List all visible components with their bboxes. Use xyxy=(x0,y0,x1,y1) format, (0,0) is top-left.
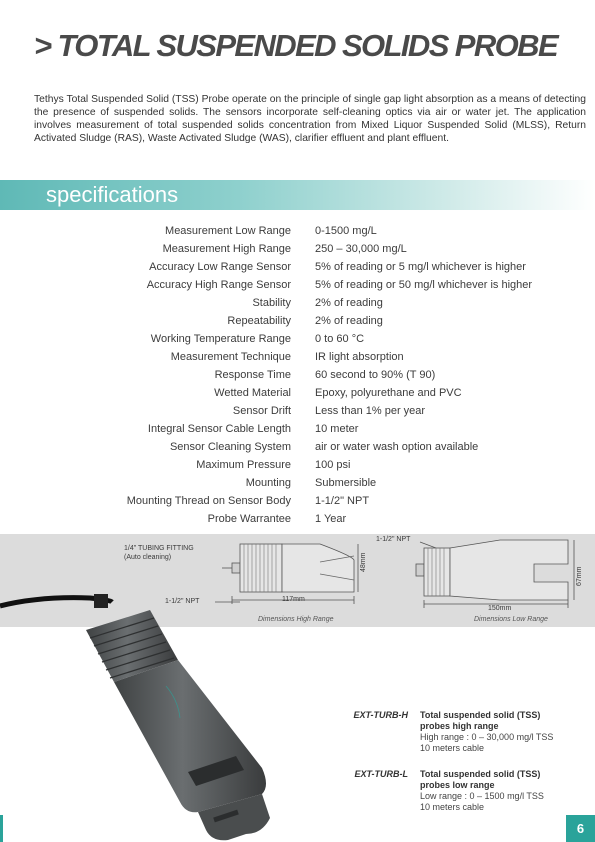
spec-value: 1 Year xyxy=(315,513,347,525)
product-description xyxy=(420,769,590,813)
spec-row xyxy=(0,312,595,330)
product-description xyxy=(420,710,590,754)
spec-value: 5% of reading or 5 mg/l whichever is higher xyxy=(315,261,526,273)
spec-row xyxy=(0,276,595,294)
spec-value: 0-1500 mg/L xyxy=(315,225,377,237)
spec-row xyxy=(0,402,595,420)
spec-value: 5% of reading or 50 mg/l whichever is higher xyxy=(315,279,533,291)
spec-value: 2% of reading xyxy=(315,315,383,327)
spec-row xyxy=(0,348,595,366)
spec-label: Sensor Cleaning System xyxy=(169,441,291,453)
spec-row xyxy=(0,492,595,510)
spec-value: Less than 1% per year xyxy=(315,405,426,417)
spec-label: Accuracy High Range Sensor xyxy=(146,279,291,291)
spec-label: Stability xyxy=(252,297,291,309)
spec-value: 0 to 60 °C xyxy=(315,333,365,345)
spec-label: Sensor Drift xyxy=(232,405,291,417)
spec-value: 250 – 30,000 mg/L xyxy=(315,243,407,255)
spec-row xyxy=(0,438,595,456)
spec-value: 60 second to 90% (T 90) xyxy=(315,369,436,381)
spec-row xyxy=(0,384,595,402)
product-name-line2: probes low range xyxy=(420,780,495,790)
specifications-band xyxy=(0,180,595,210)
high-height-label: 48mm xyxy=(360,552,367,572)
intro-paragraph: Tethys Total Suspended Solid (TSS) Probe operate on the principle of single gap light absorption as a means of detecting the presence of suspended solids. The sensors incorporate self-cleaning optics via air or water jet. The application involves measurement of total suspended solids concentration from Mixed Liquor Suspended Solid (MLSS), Return Activated Sludge (RAS), Waste Activated Sludge (WAS), clarifier effluent and plant effluent. xyxy=(34,94,586,144)
spec-value: Submersible xyxy=(315,477,377,489)
spec-row xyxy=(0,456,595,474)
low-range-caption: Dimensions Low Range xyxy=(474,616,548,623)
spec-row xyxy=(0,240,595,258)
spec-label: Repeatability xyxy=(227,315,291,327)
spec-row xyxy=(0,510,595,528)
spec-value: 2% of reading xyxy=(315,297,383,309)
product-range: Low range : 0 – 1500 mg/l TSS xyxy=(420,791,544,801)
product-low-range xyxy=(344,769,594,817)
product-cable: 10 meters cable xyxy=(420,743,485,753)
spec-row xyxy=(0,222,595,240)
spec-value: IR light absorption xyxy=(315,351,404,363)
probe-photo xyxy=(0,590,340,842)
product-cable: 10 meters cable xyxy=(420,802,485,812)
spec-label: Integral Sensor Cable Length xyxy=(147,423,291,435)
product-name-line1: Total suspended solid (TSS) xyxy=(420,769,541,779)
spec-row xyxy=(0,474,595,492)
spec-value: 1-1/2" NPT xyxy=(315,495,370,507)
spec-label: Wetted Material xyxy=(214,387,291,399)
tubing-fitting-label: 1/4" TUBING FITTING xyxy=(124,545,194,552)
product-code: EXT-TURB-L xyxy=(354,769,408,779)
page-number: 6 xyxy=(566,815,595,842)
spec-label: Measurement Low Range xyxy=(165,225,291,237)
low-range-drawing xyxy=(416,540,574,608)
spec-label: Mounting Thread on Sensor Body xyxy=(126,495,291,507)
high-range-caption: Dimensions High Range xyxy=(258,616,334,623)
product-name-line2: probes high range xyxy=(420,721,499,731)
spec-value: Epoxy, polyurethane and PVC xyxy=(315,387,462,399)
product-range: High range : 0 – 30,000 mg/l TSS xyxy=(420,732,554,742)
spec-row xyxy=(0,330,595,348)
spec-label: Working Temperature Range xyxy=(150,333,291,345)
product-high-range xyxy=(344,710,594,758)
spec-label: Maximum Pressure xyxy=(196,459,291,471)
spec-value: 100 psi xyxy=(315,459,351,471)
product-code: EXT-TURB-H xyxy=(353,710,408,720)
auto-cleaning-label: (Auto cleaning) xyxy=(124,554,172,561)
spec-row xyxy=(0,258,595,276)
spec-table xyxy=(0,222,595,528)
spec-label: Measurement Technique xyxy=(170,351,291,363)
specifications-heading: specifications xyxy=(46,182,179,207)
low-npt-label: 1-1/2" NPT xyxy=(376,536,411,543)
spec-value: air or water wash option available xyxy=(315,441,479,453)
high-npt-label: 1-1/2" NPT xyxy=(165,598,200,605)
page-title: > TOTAL SUSPENDED SOLIDS PROBE xyxy=(34,28,558,63)
spec-row xyxy=(0,420,595,438)
product-name-line1: Total suspended solid (TSS) xyxy=(420,710,541,720)
spec-row xyxy=(0,366,595,384)
spec-label: Mounting xyxy=(245,477,291,489)
spec-label: Accuracy Low Range Sensor xyxy=(149,261,291,273)
high-length-label: 117mm xyxy=(282,596,305,603)
low-height-label: 67mm xyxy=(576,566,583,586)
spec-label: Probe Warrantee xyxy=(207,513,291,525)
low-length-label: 150mm xyxy=(488,605,512,612)
spec-label: Response Time xyxy=(214,369,291,381)
spec-label: Measurement High Range xyxy=(162,243,291,255)
spec-row xyxy=(0,294,595,312)
spec-value: 10 meter xyxy=(315,423,359,435)
left-edge-marker xyxy=(0,815,3,842)
